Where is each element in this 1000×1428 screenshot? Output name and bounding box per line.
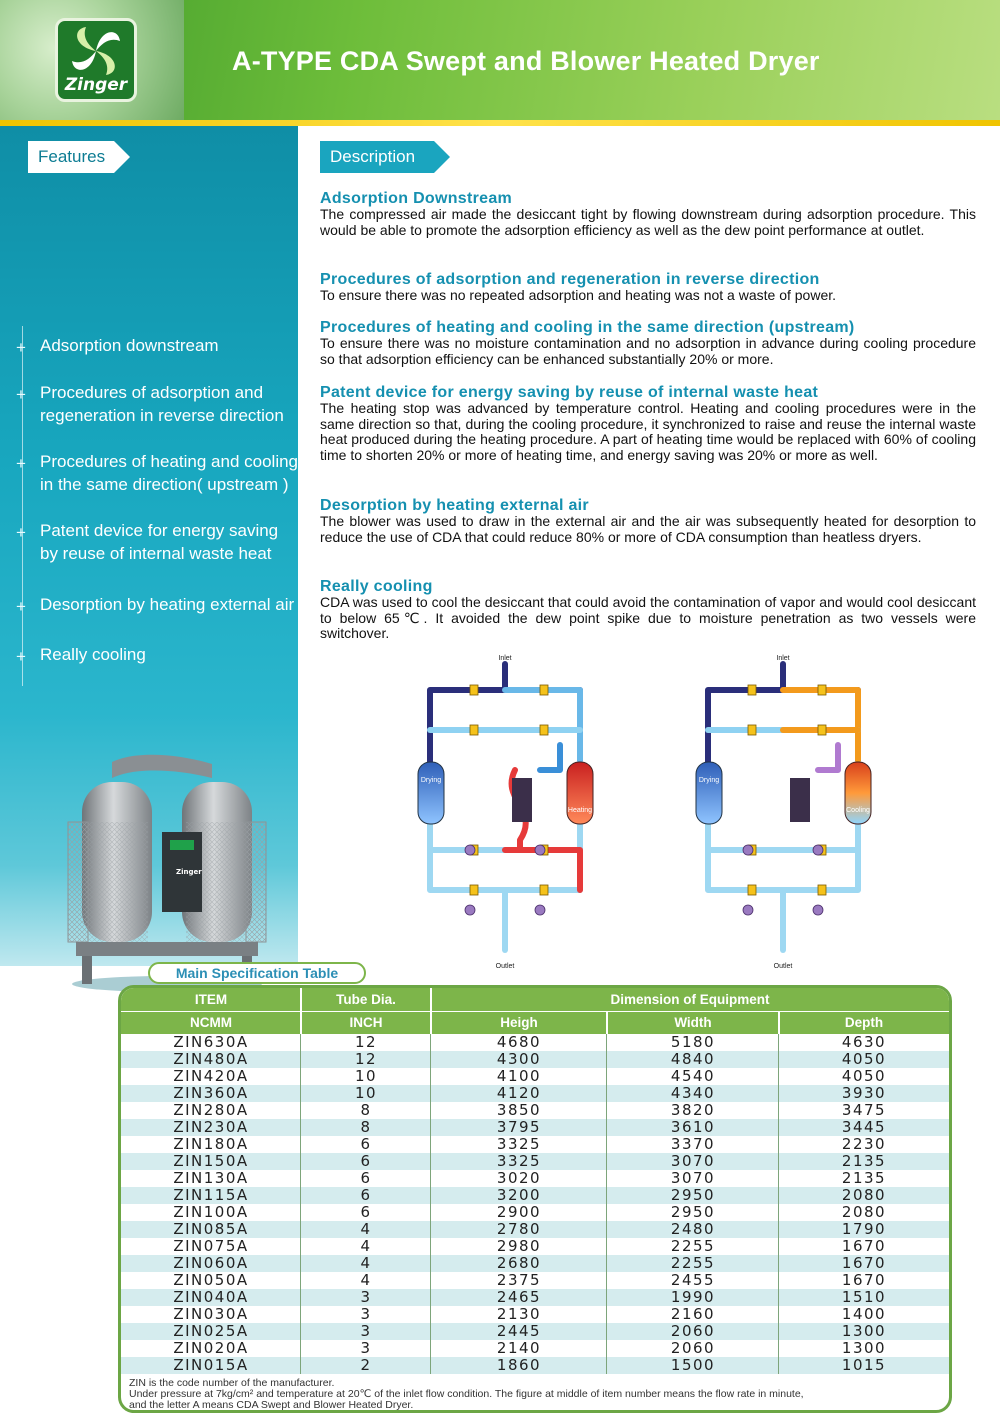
dryer-photo [62,752,272,992]
table-cell: 2780 [496,1220,542,1238]
table-cell: 6 [360,1135,372,1153]
table-cell: 2135 [841,1152,887,1170]
table-cell: ZIN420A [173,1067,249,1085]
th-inch: INCH [349,1015,383,1030]
th-ncmm: NCMM [190,1015,232,1030]
table-header-row-1 [121,988,949,1012]
table-row [121,1051,949,1068]
table-cell: 3 [360,1339,372,1357]
logo-text: Zinger [64,75,128,95]
table-cell: 1670 [841,1237,887,1255]
table-cell: 1500 [670,1356,716,1374]
table-cell: 2 [360,1356,372,1374]
table-cell: ZIN100A [173,1203,249,1221]
table-cell: 1790 [841,1220,887,1238]
table-cell: 2480 [670,1220,716,1238]
table-cell: ZIN030A [173,1305,249,1323]
table-cell: 2130 [496,1305,542,1323]
table-cell: ZIN085A [173,1220,249,1238]
table-cell: 2230 [841,1135,887,1153]
table-row [121,1170,949,1187]
table-row [121,1323,949,1340]
footnote-line: Under pressure at 7kg/cm² and temperature at 20℃ of the inlet flow condition. The figure at middle of item number means the flow rate in minute, [129,1388,804,1400]
th-item: ITEM [194,992,228,1007]
table-cell: ZIN025A [173,1322,249,1340]
table-cell: 4 [360,1237,372,1255]
table-cell: 1400 [841,1305,887,1323]
page-header [0,0,1000,120]
table-cell: ZIN075A [173,1237,249,1255]
section-reverse-direction [320,271,976,304]
section-heading: Procedures of heating and cooling in the same direction (upstream) [320,319,855,336]
table-cell: 2140 [496,1339,542,1357]
table-cell: 4050 [841,1067,887,1085]
section-heading: Adsorption Downstream [320,190,513,207]
th-width: Width [674,1015,712,1030]
table-cell: ZIN360A [173,1084,249,1102]
diagram-drying-label: Drying [698,777,720,784]
table-cell: 1300 [841,1339,887,1357]
diagram-outlet-label: Outlet [773,963,793,970]
table-cell: 2980 [496,1237,542,1255]
table-cell: 2680 [496,1254,542,1272]
column-divider [778,1034,779,1374]
table-cell: 4340 [670,1084,716,1102]
feature-item [16,519,290,565]
diagram-drying-label: Drying [420,777,442,784]
section-body: The compressed air made the desiccant tight by flowing downstream during adsorption procedure. This would be able to promote the adsorption efficiency as well as the dew point performance at outlet. [320,206,976,238]
table-cell: 6 [360,1203,372,1221]
table-cell: 3070 [670,1169,716,1187]
section-heading: Desorption by heating external air [320,497,589,514]
table-cell: 2950 [670,1203,716,1221]
features-panel [0,126,298,966]
table-cell: 1300 [841,1322,887,1340]
table-cell: 3325 [496,1135,542,1153]
plus-icon: + [16,385,26,404]
diagram-inlet-label: Inlet [498,655,512,662]
table-cell: 3020 [496,1169,542,1187]
column-divider [300,1034,301,1374]
section-body: To ensure there was no repeated adsorption and heating was not a waste of power. [320,287,837,303]
table-footnotes [129,1378,945,1411]
spec-table-label: Main Specification Table [148,962,366,984]
table-cell: ZIN040A [173,1288,249,1306]
table-row [121,1119,949,1136]
table-cell: 1990 [670,1288,716,1306]
plus-icon: + [16,523,26,542]
header-divider [606,1012,608,1034]
table-row [121,1204,949,1221]
table-cell: 1670 [841,1271,887,1289]
column-divider [430,1034,431,1374]
table-cell: ZIN180A [173,1135,249,1153]
flow-diagram-cooling [678,650,888,974]
tab-features: Features [28,141,114,173]
table-cell: 10 [354,1067,378,1085]
table-cell: 3475 [841,1101,887,1119]
diagram-heating-label: Heating [567,807,593,814]
th-dimension: Dimension of Equipment [610,992,770,1007]
table-row [121,1357,949,1374]
table-cell: 1015 [841,1356,887,1374]
diagram-exhaust-label: Exhaust [772,712,794,718]
table-cell: 3820 [670,1101,716,1119]
table-cell: 2080 [841,1186,887,1204]
dryer-badge: Zinger [176,868,202,876]
table-cell: ZIN280A [173,1101,249,1119]
section-same-direction [320,319,976,367]
tab-description: Description [320,141,434,173]
plus-icon: + [16,454,26,473]
table-row [121,1187,949,1204]
table-cell: 4840 [670,1050,716,1068]
table-cell: 6 [360,1152,372,1170]
table-cell: 8 [360,1118,372,1136]
table-cell: 1670 [841,1254,887,1272]
page-title: A-TYPE CDA Swept and Blower Heated Dryer [232,46,820,76]
feature-item [16,381,290,427]
zinger-logo [55,18,137,102]
table-row [121,1221,949,1238]
flow-diagram-heating [400,650,610,974]
spec-table [118,985,952,1413]
table-cell: 12 [354,1033,378,1051]
footnote-line: ZIN is the code number of the manufacturer. [129,1377,335,1389]
column-divider [606,1034,607,1374]
table-cell: 3325 [496,1152,542,1170]
feature-text: Desorption by heating external air [40,595,295,614]
table-cell: 2160 [670,1305,716,1323]
footnote-line: and the letter A means CDA Swept and Blower Heated Dryer. [129,1399,414,1411]
feature-text: Really cooling [40,645,146,664]
table-cell: ZIN150A [173,1152,249,1170]
table-cell: 3 [360,1322,372,1340]
table-row [121,1153,949,1170]
table-cell: 2060 [670,1339,716,1357]
table-cell: 2060 [670,1322,716,1340]
table-cell: ZIN480A [173,1050,249,1068]
table-row [121,1034,949,1051]
diagram-outlet-label: Outlet [495,963,515,970]
header-divider [121,1011,949,1012]
section-adsorption-downstream [320,190,976,238]
table-cell: 1860 [496,1356,542,1374]
table-row [121,1238,949,1255]
table-cell: 2950 [670,1186,716,1204]
features-guide-line [22,326,23,686]
table-cell: 3795 [496,1118,542,1136]
section-body: The heating stop was advanced by temperature control. Heating and cooling procedures were in the same direction so that, during the cooling procedure, it synchronized to raise and reuse the internal waste heat produced during the heating procedure. A part of heating time would be replaced with 60% of cooling time to shorten 20% or more of heating time, and energy saving was 20% or more as well. [320,400,976,463]
table-cell: 4120 [496,1084,542,1102]
table-row [121,1306,949,1323]
feature-item [16,334,302,357]
table-cell: 3370 [670,1135,716,1153]
table-row [121,1085,949,1102]
table-header-row-2 [121,1012,949,1034]
table-cell: 6 [360,1169,372,1187]
table-cell: 2255 [670,1237,716,1255]
table-cell: 10 [354,1084,378,1102]
diagram-cooling-label: Cooling [846,807,870,814]
feature-item [16,593,302,616]
table-row [121,1136,949,1153]
section-body: To ensure there was no moisture contamination and no adsorption in advance during cooling procedure so that adsorption efficiency can be enhanced substantially 20% or more. [320,335,976,367]
table-row [121,1068,949,1085]
section-heading: Patent device for energy saving by reuse of internal waste heat [320,384,819,401]
table-cell: 3850 [496,1101,542,1119]
diagram-inlet-label: Inlet [776,655,790,662]
table-cell: 4 [360,1254,372,1272]
table-cell: 2080 [841,1203,887,1221]
section-really-cooling [320,578,976,642]
section-body: CDA was used to cool the desiccant that could avoid the contamination of vapor and would cool desiccant to below 65℃. It avoided the dew point spike due to moisture penetration as two vessels were switchover. [320,594,976,642]
table-cell: 3930 [841,1084,887,1102]
table-cell: 3610 [670,1118,716,1136]
section-desorption-external-air [320,497,976,545]
table-cell: 2375 [496,1271,542,1289]
table-cell: ZIN015A [173,1356,249,1374]
table-cell: 3445 [841,1118,887,1136]
table-cell: 2135 [841,1169,887,1187]
table-cell: 6 [360,1186,372,1204]
feature-text: Patent device for energy saving by reuse of internal waste heat [40,521,279,563]
table-cell: 4100 [496,1067,542,1085]
table-cell: 4050 [841,1050,887,1068]
feature-text: Procedures of adsorption and regeneration in reverse direction [40,383,284,425]
feature-item [16,643,302,666]
table-cell: ZIN230A [173,1118,249,1136]
section-heading: Procedures of adsorption and regeneration in reverse direction [320,271,820,288]
table-cell: 4 [360,1220,372,1238]
table-cell: ZIN020A [173,1339,249,1357]
table-cell: 2445 [496,1322,542,1340]
header-divider [778,1012,780,1034]
diagram-exhaust-label: Exhaust [494,712,516,718]
table-cell: 3 [360,1288,372,1306]
table-cell: 3 [360,1305,372,1323]
table-cell: 4540 [670,1067,716,1085]
feature-text: Adsorption downstream [40,336,219,355]
table-cell: 4 [360,1271,372,1289]
section-patent-device [320,384,976,463]
table-cell: 8 [360,1101,372,1119]
table-cell: 2465 [496,1288,542,1306]
section-body: The blower was used to draw in the external air and the air was subsequently heated for desorption to reduce the use of CDA that could reduce 80% or more of CDA consumption than heatless dryers. [320,513,976,545]
plus-icon: + [16,647,26,666]
th-height: Heigh [500,1015,538,1030]
table-cell: 2455 [670,1271,716,1289]
table-row [121,1340,949,1357]
table-cell: 3070 [670,1152,716,1170]
table-cell: 5180 [670,1033,716,1051]
table-row [121,1102,949,1119]
table-cell: ZIN630A [173,1033,249,1051]
table-row [121,1255,949,1272]
pinwheel-icon [58,21,134,81]
th-depth: Depth [844,1015,884,1030]
table-cell: ZIN050A [173,1271,249,1289]
section-heading: Really cooling [320,578,433,595]
table-row [121,1272,949,1289]
table-cell: ZIN130A [173,1169,249,1187]
table-cell: 2900 [496,1203,542,1221]
table-cell: ZIN115A [173,1186,249,1204]
feature-item [16,450,302,496]
table-cell: 1510 [841,1288,887,1306]
table-cell: 2255 [670,1254,716,1272]
th-tube-dia: Tube Dia. [336,992,396,1007]
table-cell: ZIN060A [173,1254,249,1272]
table-cell: 4680 [496,1033,542,1051]
table-cell: 12 [354,1050,378,1068]
plus-icon: + [16,597,26,616]
table-row [121,1289,949,1306]
feature-text: Procedures of heating and cooling in the same direction( upstream ) [40,452,299,494]
table-cell: 4630 [841,1033,887,1051]
table-cell: 4300 [496,1050,542,1068]
table-cell: 3200 [496,1186,542,1204]
plus-icon: + [16,338,26,357]
